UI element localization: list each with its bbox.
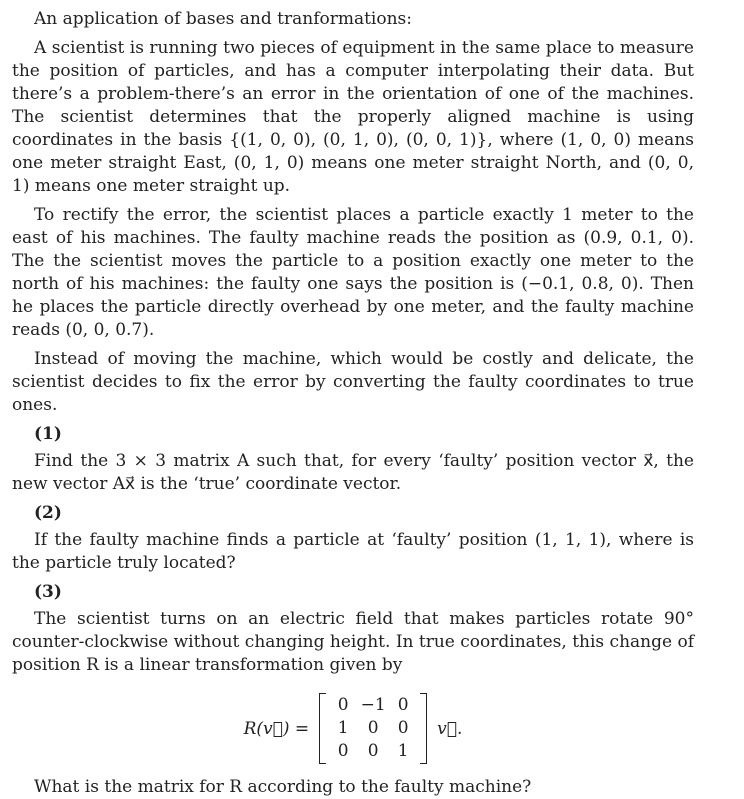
part-3-label: (3) [34, 582, 62, 602]
matrix-left-bracket [319, 693, 326, 764]
part-1-text: Find the 3 × 3 matrix A such that, for every ‘faulty’ position vector x⃗, the new vector Ax⃗ is the ‘true’ coordinate vector. [12, 451, 694, 494]
matrix-cell: 0 [367, 718, 379, 738]
matrix-cell: 0 [367, 741, 379, 761]
rotation-equation [12, 693, 694, 764]
matrix-cell: 1 [397, 741, 409, 761]
decision-paragraph: Instead of moving the machine, which would be costly and delicate, the scientist decides to fix the error by converting the faulty coordinates to true ones. [12, 349, 694, 415]
matrix-cell: 0 [397, 695, 409, 715]
document-page [12, 8, 694, 799]
equation-lhs: R(v⃗) = [243, 718, 310, 739]
matrix-right-bracket [420, 693, 427, 764]
part-2-text: If the faulty machine finds a particle at ‘faulty’ position (1, 1, 1), where is the particle truly located? [12, 530, 694, 573]
calibration-paragraph: To rectify the error, the scientist places a particle exactly 1 meter to the east of his machines. The faulty machine reads the position as (0.9, 0.1, 0). The the scientist moves the particle to a position exactly one meter to the north of his machines: the faulty one says the position is (−0.1, 0.8, 0). Then he places the particle directly overhead by one meter, and the faulty machine reads (0, 0, 0.7). [12, 205, 694, 340]
intro-paragraph: A scientist is running two pieces of equipment in the same place to measure the position of particles, and has a computer interpolating their data. But there’s a problem-there’s an error in the orientation of one of the machines. The scientist determines that the properly aligned machine is using coordinates in the basis {(1, 0, 0), (0, 1, 0), (0, 0, 1)}, where (1, 0, 0) means one meter straight East, (0, 1, 0) means one meter straight North, and (0, 0, 1) means one meter straight up. [12, 38, 694, 196]
matrix-cell: 0 [337, 741, 349, 761]
matrix-cell: −1 [360, 695, 386, 715]
part-2-label: (2) [34, 503, 62, 523]
matrix-grid [326, 693, 420, 764]
matrix-cell: 1 [337, 718, 349, 738]
document-heading: An application of bases and tranformations: [34, 9, 413, 29]
part-3-text: The scientist turns on an electric field that makes particles rotate 90° counter-clockwise without changing height. In true coordinates, this change of position R is a linear transformation given by [12, 609, 694, 675]
matrix-cell: 0 [397, 718, 409, 738]
part-1-label: (1) [34, 424, 62, 444]
rotation-matrix [319, 693, 427, 764]
equation-rhs: v⃗. [437, 718, 463, 739]
final-question: What is the matrix for R according to the faulty machine? [34, 777, 532, 797]
matrix-cell: 0 [337, 695, 349, 715]
